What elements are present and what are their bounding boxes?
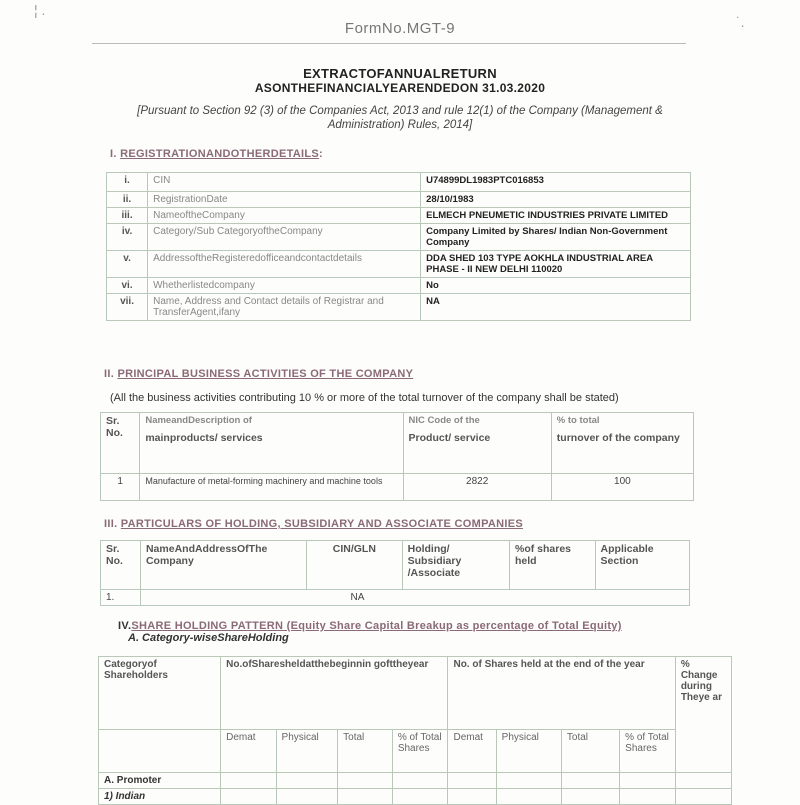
row-value: DDA SHED 103 TYPE AOKHLA INDUSTRIAL AREA PHASE - II NEW DELHI 110020 (421, 251, 691, 278)
cell-empty (496, 789, 561, 805)
header-category: Categoryof Shareholders (99, 657, 221, 730)
header-name-line1: NameandDescription of (145, 415, 252, 426)
row-label: A. Promoter (99, 773, 221, 789)
section-4-title: SHARE HOLDING PATTERN (Equity Share Capital Breakup as percentage of Total Equity) (131, 620, 622, 632)
row-number: i. (107, 173, 148, 192)
cell-empty (276, 773, 338, 789)
header-rule (92, 43, 686, 44)
cell-empty (620, 789, 676, 805)
table-row (107, 294, 691, 321)
section-2-title: PRINCIPAL BUSINESS ACTIVITIES OF THE COMPANY (117, 368, 414, 380)
table-row (99, 789, 732, 805)
header-name-address: NameAndAddressOfThe Company (140, 541, 306, 590)
section-2-number: II. (104, 368, 115, 380)
header-demat: Demat (221, 730, 276, 773)
cell-sr: 1 (101, 474, 140, 501)
document-title: EXTRACTOFANNUALRETURN (303, 66, 497, 81)
cell-empty (561, 789, 619, 805)
cell-empty (496, 773, 561, 789)
row-label: Whetherlistedcompany (148, 278, 421, 294)
header-applicable-section: Applicable Section (595, 541, 689, 590)
header-physical: Physical (496, 730, 561, 773)
row-value: 28/10/1983 (421, 192, 691, 208)
header-pct-total: % of Total Shares (620, 730, 676, 773)
row-value: Company Limited by Shares/ Indian Non-Government Company (421, 224, 691, 251)
cell-sr: 1. (101, 590, 141, 606)
row-value: NA (421, 294, 691, 321)
cell-empty (561, 773, 619, 789)
row-label: Name, Address and Contact details of Registrar and TransferAgent,ifany (148, 294, 421, 321)
row-value: U74899DL1983PTC016853 (421, 173, 691, 192)
cell-empty (675, 773, 731, 789)
section-1-number: I. (110, 148, 117, 160)
header-shares-held: %of shares held (509, 541, 595, 590)
section-1-suffix: : (319, 148, 324, 160)
section-2-note: (All the business activities contributing 10 % or more of the total turnover of the company shall be stated) (110, 392, 619, 404)
header-beginning-year: No.ofSharesheldatthebeginnin gofttheyear (221, 657, 448, 730)
row-value: No (421, 278, 691, 294)
document-subtitle: ASONTHEFINANCIALYEARENDEDON 31.03.2020 (254, 81, 546, 95)
header-total: Total (561, 730, 619, 773)
cell-empty (448, 789, 496, 805)
header-sr-no: Sr. No. (101, 413, 140, 474)
table-header-row (101, 413, 694, 474)
registration-details-table (106, 172, 691, 321)
header-demat: Demat (448, 730, 496, 773)
section-1-title: REGISTRATIONANDOTHERDETAILS (120, 148, 320, 160)
form-number: FormNo.MGT-9 (344, 20, 456, 37)
section-1-heading (110, 148, 323, 160)
header-name-line2: mainproducts/ services (145, 432, 263, 444)
cell-activity-name: Manufacture of metal-forming machinery and machine tools (140, 474, 403, 501)
table-row (107, 192, 691, 208)
row-label: 1) Indian (99, 789, 221, 805)
row-number: vii. (107, 294, 148, 321)
header-holding-type: Holding/ Subsidiary /Associate (402, 541, 509, 590)
header-end-year: No. of Shares held at the end of the year (448, 657, 675, 730)
table-row (107, 224, 691, 251)
cell-nic-code: 2822 (403, 474, 551, 501)
cell-empty (99, 730, 221, 773)
section-4-heading (118, 620, 622, 632)
header-sr-no: Sr. No. (101, 541, 141, 590)
header-nic-line2: Product/ service (408, 432, 491, 444)
cell-empty (620, 773, 676, 789)
header-nic-line1: NIC Code of the (408, 415, 480, 426)
header-percent-turnover (551, 413, 693, 474)
header-nic-code (403, 413, 551, 474)
cell-empty (338, 773, 393, 789)
row-number: ii. (107, 192, 148, 208)
cell-na: NA (140, 590, 689, 606)
cell-turnover-pct: 100 (551, 474, 693, 501)
section-4-subheading: A. Category-wiseShareHolding (128, 632, 289, 644)
header-pct-total: % of Total Shares (392, 730, 448, 773)
row-label: Category/Sub CategoryoftheCompany (148, 224, 421, 251)
header-change-pct: % Change during Theye ar (675, 657, 731, 773)
section-2-heading (104, 368, 413, 380)
header-pct-line2: turnover of the company (556, 432, 680, 444)
holding-companies-table (100, 540, 690, 606)
scan-mark-right: ˙. (736, 14, 745, 30)
cell-empty (221, 773, 276, 789)
row-number: vi. (107, 278, 148, 294)
pursuant-note: [Pursuant to Section 92 (3) of the Companies Act, 2013 and rule 12(1) of the Company (Management & Administration) Rules, 2014] (137, 105, 663, 131)
cell-empty (276, 789, 338, 805)
table-row (107, 278, 691, 294)
header-physical: Physical (276, 730, 338, 773)
row-number: iii. (107, 208, 148, 224)
header-cin-gln: CIN/GLN (307, 541, 403, 590)
table-header-row (101, 541, 690, 590)
table-row (101, 590, 690, 606)
business-activities-table (100, 412, 694, 501)
shareholding-pattern-table (98, 656, 732, 805)
section-3-heading (104, 518, 523, 530)
section-4-number: IV. (118, 620, 132, 632)
row-label: RegistrationDate (148, 192, 421, 208)
section-3-number: III. (104, 518, 118, 530)
header-name-description (140, 413, 403, 474)
row-label: AddressoftheRegisteredofficeandcontactdetails (148, 251, 421, 278)
section-3-title: PARTICULARS OF HOLDING, SUBSIDIARY AND ASSOCIATE COMPANIES (120, 518, 524, 530)
header-pct-line1: % to total (556, 415, 600, 426)
cell-empty (338, 789, 393, 805)
row-number: iv. (107, 224, 148, 251)
table-subheader-row (99, 730, 732, 773)
cell-empty (392, 789, 448, 805)
table-row (107, 208, 691, 224)
row-label: CIN (148, 173, 421, 192)
table-row (107, 173, 691, 192)
cell-empty (392, 773, 448, 789)
table-row (107, 251, 691, 278)
row-label: NameoftheCompany (148, 208, 421, 224)
table-row (101, 474, 694, 501)
scan-mark-left: ¦ . (34, 2, 46, 18)
cell-empty (221, 789, 276, 805)
table-row (99, 773, 732, 789)
cell-empty (675, 789, 731, 805)
cell-empty (448, 773, 496, 789)
row-number: v. (107, 251, 148, 278)
table-header-row (99, 657, 732, 730)
row-value: ELMECH PNEUMETIC INDUSTRIES PRIVATE LIMITED (421, 208, 691, 224)
header-total: Total (338, 730, 393, 773)
